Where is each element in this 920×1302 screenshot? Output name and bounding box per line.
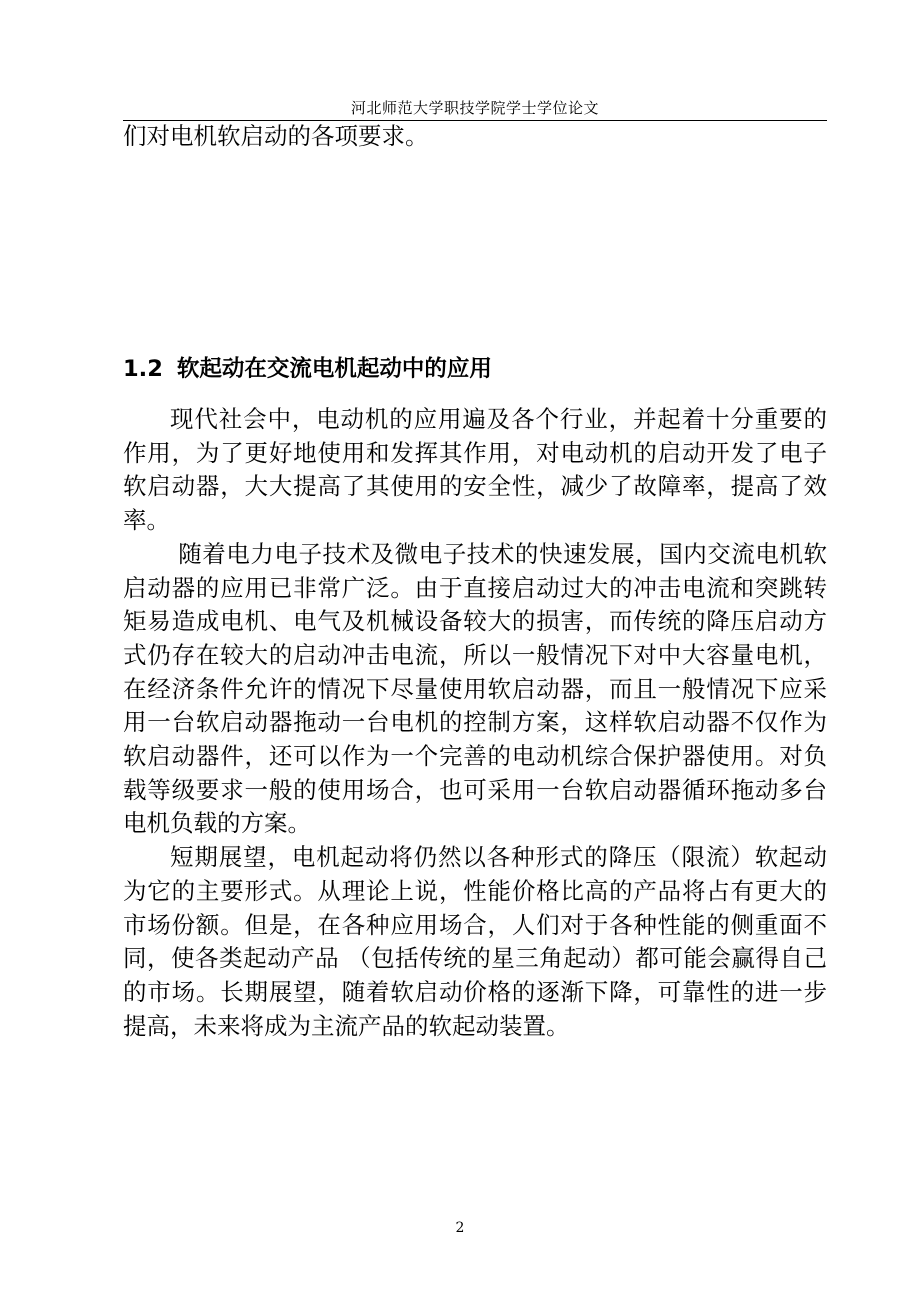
page-number: 2 [455, 1220, 465, 1236]
paragraph: 现代社会中，电动机的应用遍及各个行业，并起着十分重要的作用，为了更好地使用和发挥其作用，对电动机的启动开发了电子软启动器，大大提高了其使用的安全性，减少了故障率，提高了效率。 [123, 405, 827, 535]
paragraph: 短期展望，电机起动将仍然以各种形式的降压（限流）软起动为它的主要形式。从理论上说，性能价格比高的产品将占有更大的市场份额。但是，在各种应用场合，人们对于各种性能的侧重面不同，使各类起动产品 （包括传统的星三角起动）都可能会赢得自己的市场。长期展望，随着软启动价格的逐渐下降，可靠性的进一步提高，未来将成为主流产品的软起动装置。 [123, 843, 827, 1040]
paragraph: 随着电力电子技术及微电子技术的快速发展，国内交流电机软启动器的应用已非常广泛。由于直接启动过大的冲击电流和突跳转矩易造成电机、电气及机械设备较大的损害，而传统的降压启动方式仍存在较大的启动冲击电流，所以一般情况下对中大容量电机，在经济条件允许的情况下尽量使用软启动器，而且一般情况下应采用一台软启动器拖动一台电机的控制方案，这样软启动器不仅作为软启动器件，还可以作为一个完善的电动机综合保护器使用。对负载等级要求一般的使用场合，也可采用一台软启动器循环拖动多台电机负载的方案。 [123, 539, 827, 838]
carryover-text: 们对电机软启动的各项要求。 [123, 122, 429, 150]
running-header: 河北师范大学职技学院学士学位论文 [350, 99, 599, 117]
section-heading [123, 352, 492, 386]
section-number: 1.2 [123, 356, 163, 382]
body-text [123, 403, 827, 1043]
section-title: 软起动在交流电机起动中的应用 [176, 356, 492, 382]
